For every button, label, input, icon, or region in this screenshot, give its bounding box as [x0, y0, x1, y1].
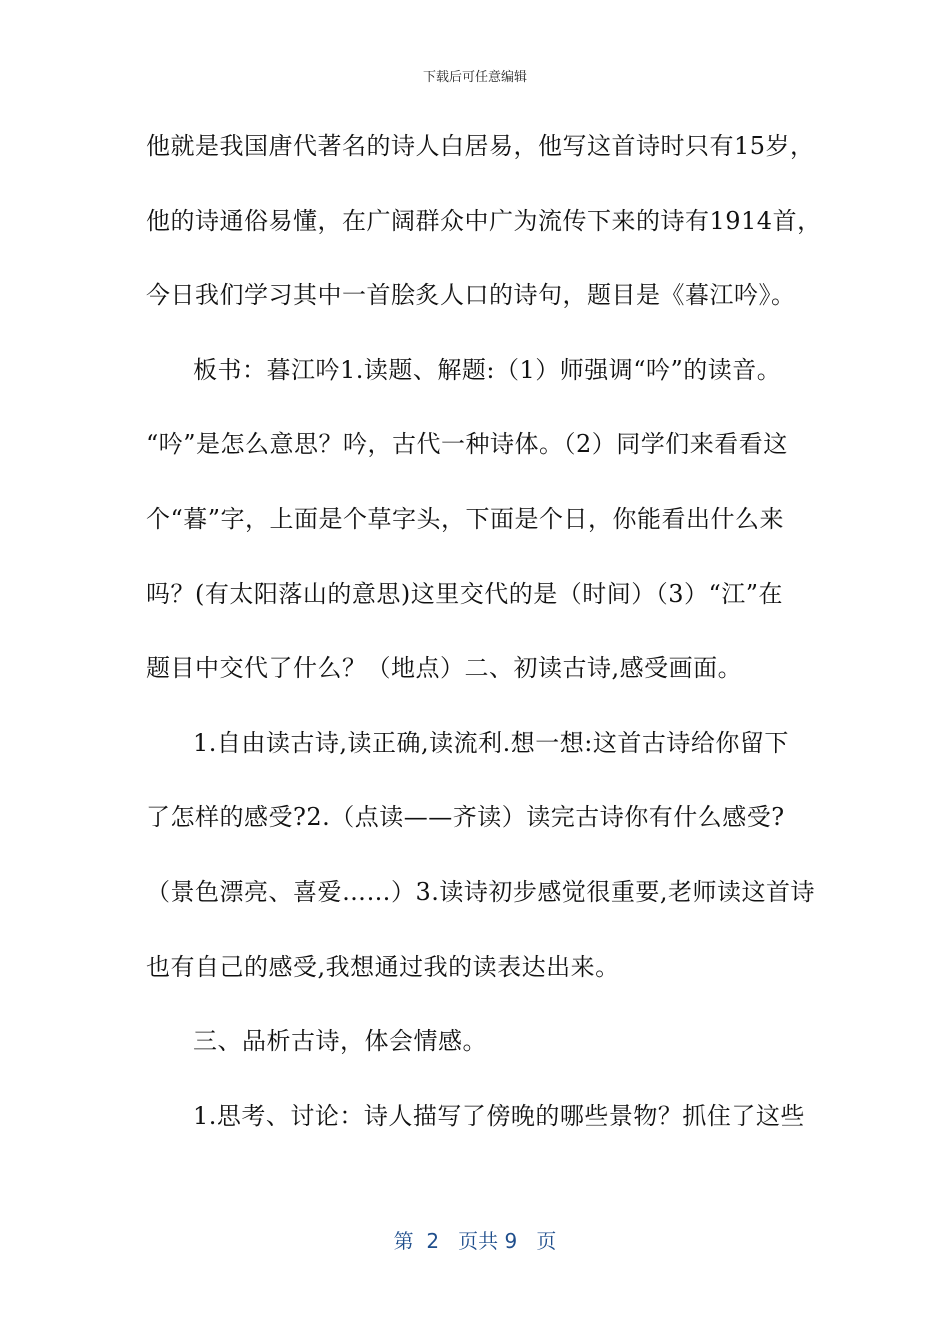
text-line: 1.自由读古诗,读正确,读流利.想一想:这首古诗给你留下: [193, 728, 789, 757]
text-line: 吗？(有太阳落山的意思)这里交代的是（时间）（3）“江”在: [146, 579, 784, 608]
page-header: 下载后可任意编辑: [422, 70, 527, 85]
text-line: 板书：暮江吟1.读题、解题:（1）师强调“吟”的读音。: [193, 355, 782, 384]
text-line: 他就是我国唐代著名的诗人白居易，他写这首诗时只有15岁，: [146, 132, 815, 160]
text-line: 个“暮”字，上面是个草字头，下面是个日，你能看出什么来: [146, 504, 785, 533]
text-line: 也有自己的感受,我想通过我的读表达出来。: [146, 952, 620, 981]
text-line: 他的诗通俗易懂，在广阔群众中广为流传下来的诗有1914首，: [146, 206, 822, 235]
text-line: 题目中交代了什么？（地点）二、初读古诗,感受画面。: [146, 654, 743, 683]
text-line: （景色漂亮、喜爱……）3.读诗初步感觉很重要,老师读这首诗: [146, 877, 816, 906]
document-body: [146, 126, 822, 1170]
text-line: “吟”是怎么意思？吟，古代一种诗体。（2）同学们来看看这: [146, 430, 788, 459]
text-line: 1.思考、讨论：诗人描写了傍晚的哪些景物？抓住了这些: [193, 1101, 805, 1130]
text-line: 今日我们学习其中一首脍炙人口的诗句，题目是《暮江吟》。: [146, 281, 796, 310]
text-line: 三、品析古诗，体会情感。: [193, 1027, 487, 1056]
text-line: 了怎样的感受?2.（点读——齐读）读完古诗你有什么感受?: [146, 803, 785, 832]
page-number-footer: 第 2 页共 9 页: [393, 1229, 557, 1253]
